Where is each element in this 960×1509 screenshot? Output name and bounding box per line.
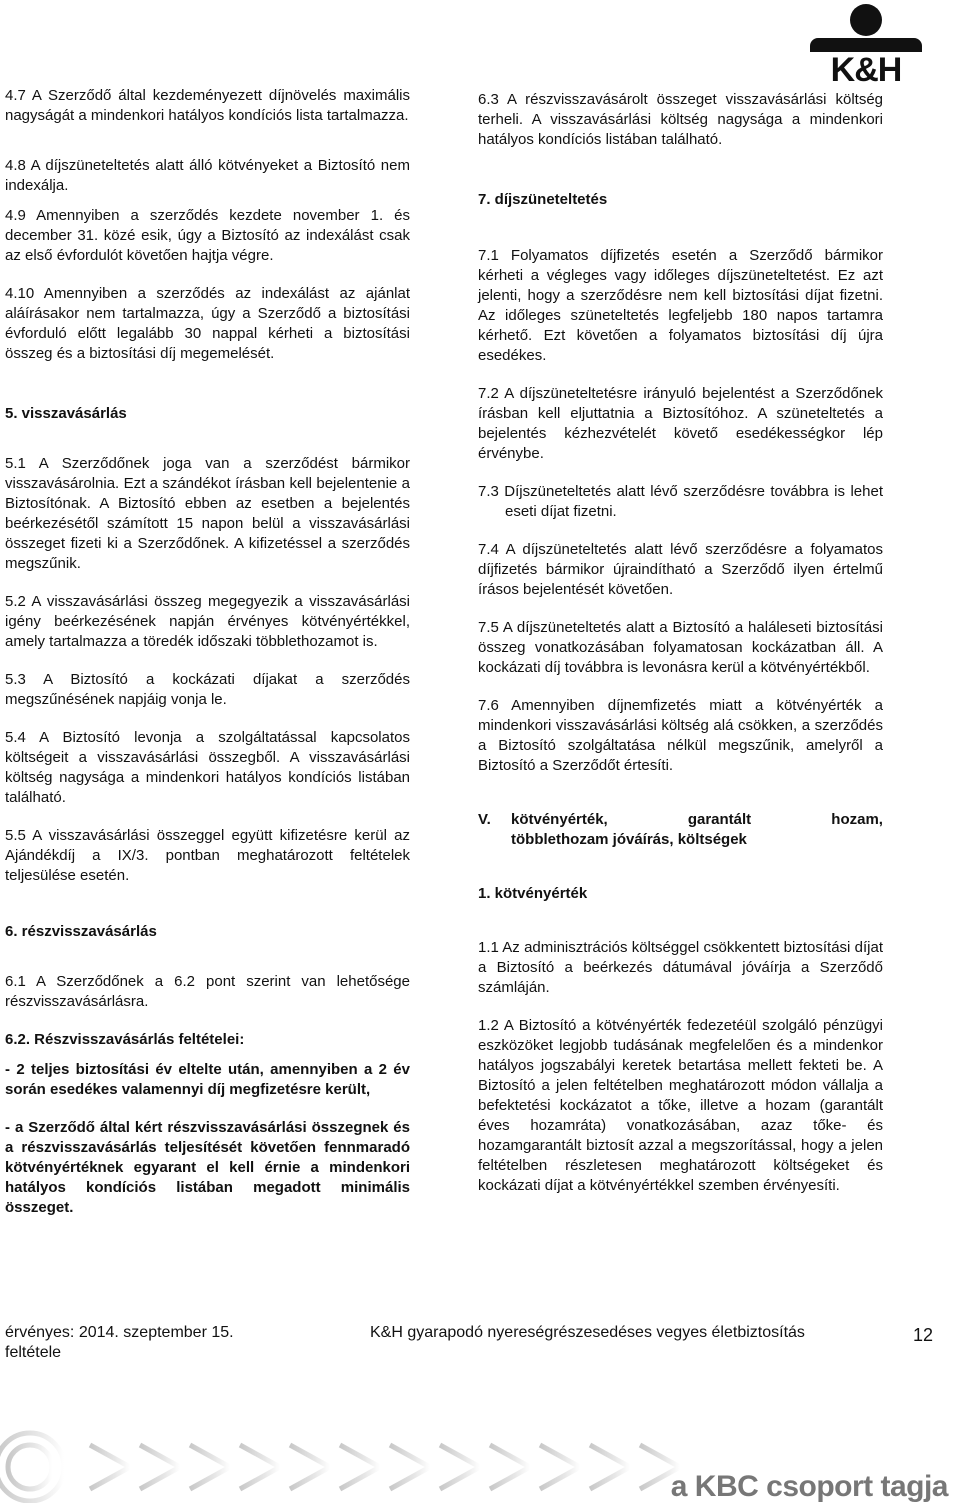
paragraph-5-5: 5.5 A visszavásárlási összeggel együtt kifizetésre kerül az Ajándékdíj a IX/3. pontban meghatározott feltételek teljesülése esetén. (5, 827, 410, 884)
paragraph-6-2-b: - a Szerződő által kért részvisszavásárlási összegnek és a részvisszavásárlás teljesítését követően fennmaradó kötvényértéknek egyarant el kell érnie a mindenkori hatályos kondíciós listában megadott minimális összeget. (5, 1119, 410, 1216)
paragraph-7-2: 7.2 A díjszüneteltetésre irányuló bejelentést a Szerződőnek írásban kell eljuttatnia a Biztosítóhoz. A szüneteltetés a bejelentés kézhezvételét követő esedékességkor lép érvénybe. (478, 385, 883, 462)
section-heading-5: 5. visszavásárlás (5, 405, 127, 422)
paragraph-7-3: 7.3 Díjszüneteltetés alatt lévő szerződésre továbbra is lehet eseti díjat fizetni. (478, 483, 883, 520)
paragraph-7-4: 7.4 A díjszüneteltetés alatt lévő szerződésre a folyamatos díjfizetés bármikor újraindítható a Szerződő ilyen értelmű írásos bejelentését követően. (478, 541, 883, 598)
paragraph-6-1: 6.1 A Szerződőnek a 6.2 pont szerint van lehetősége részvisszavásárlásra. (5, 973, 410, 1010)
section-heading-6: 6. részvisszavásárlás (5, 923, 157, 940)
page-number: 12 (913, 1325, 934, 1345)
footer-validity-label: feltétele (5, 1344, 62, 1361)
footer-decoration (0, 1375, 960, 1503)
section-heading-1: 1. kötvényérték (478, 885, 588, 902)
logo-mark-icon (850, 4, 882, 36)
paragraph-4-7: 4.7 A Szerződő által kezdeményezett díjnövelés maximális nagyságát a mindenkori hatályos kondíciós lista tartalmazza. (5, 87, 410, 124)
paragraph-4-10: 4.10 Amennyiben a szerződés az indexálást az ajánlat aláírásakor nem tartalmazza, úgy a Szerződő a biztosítási évforduló előtt legalább 30 nappal kérheti a biztosítási összeg és a biztosítási díj megemelését. (5, 285, 410, 362)
chapter-number: V. (478, 811, 491, 828)
paragraph-5-4: 5.4 A Biztosító levonja a szolgáltatással kapcsolatos költségeit a visszavásárlási összegből. A visszavásárlási költség nagysága a mindenkori hatályos kondíciós listában található. (5, 729, 410, 806)
footer-validity-date: érvényes: 2014. szeptember 15. (5, 1324, 234, 1341)
kbc-group-tagline: a KBC csoport tagja (670, 1470, 948, 1503)
paragraph-5-1: 5.1 A Szerződőnek joga van a szerződést bármikor visszavásárolnia. Ezt a szándékot írásban kell bejelentenie a Biztosítónak. A Biztosító ebben az esetben a bejelentés beérkezésétől számított 15 napon belül a visszavásárlási összeget fizeti ki a Szerződőnek. A kifizetéssel a szerződés megszűnik. (5, 455, 410, 572)
kh-logo (810, 4, 922, 88)
chapter-title-word-3: hozam, (831, 811, 883, 828)
chapter-heading-v (478, 810, 883, 850)
paragraph-7-1: 7.1 Folyamatos díjfizetés esetén a Szerződő bármikor kérheti a végleges vagy időleges díjszüneteltetést. Ez azt jelenti, hogy a szerződésre nem kell biztosítási díjat fizetni. Az időleges szüneteltetés legfeljebb 180 napos tartamra kérhető. Ezt követően a folyamatos biztosítási díj újra esedékes. (478, 247, 883, 364)
paragraph-5-2: 5.2 A visszavásárlási összeg megegyezik a visszavásárlási igény beérkezésének napján érvényes kötvényértékkel, amely tartalmazza a töredék időszaki többlethozamot is. (5, 593, 410, 650)
chapter-title-line-2: többlethozam jóváírás, költségek (511, 831, 747, 848)
paragraph-6-3: 6.3 A részvisszavásárolt összeget visszavásárlási költség terheli. A visszavásárlási költség nagysága a mindenkori hatályos kondíciós listában található. (478, 91, 883, 148)
logo-text: K&H (830, 51, 902, 89)
footer-product-name: K&H gyarapodó nyereségrészesedéses vegyes életbiztosítás (370, 1324, 805, 1341)
paragraph-6-2-a: - 2 teljes biztosítási év eltelte után, amennyiben a 2 év során esedékes valamennyi díj megfizetésre került, (5, 1061, 410, 1098)
paragraph-6-2-title: 6.2. Részvisszavásárlás feltételei: (5, 1031, 245, 1048)
paragraph-1-2: 1.2 A Biztosító a kötvényérték fedezetéül szolgáló pénzügyi eszközöket legjobb tudásának megfelelően és a mindenkor hatályos jogszabályi keretek betartása mellett fekteti be. A Biztosító a jelen feltételben meghatározott módon vállalja a befektetési kockázatot a tőke, illetve a hozam (garantált éves hozamráta) vonatkozásában, azaz tőke- és hozamgarantált biztosít azzal a megszorítással, hogy a jelen feltételben részletesen meghatározott költségeket és kockázati díjat a kötvényértékkel szemben érvényesíti. (478, 1017, 883, 1194)
section-heading-7: 7. díjszüneteltetés (478, 191, 608, 208)
chapter-title (511, 810, 883, 850)
paragraph-4-9: 4.9 Amennyiben a szerződés kezdete november 1. és december 31. közé esik, úgy a Biztosító az indexálást csak az első évfordulót követően hajtja végre. (5, 207, 410, 264)
chapter-title-word-2: garantált (687, 811, 752, 828)
paragraph-1-1: 1.1 Az adminisztrációs költséggel csökkentett biztosítási díjat a Biztosító a beérkezés dátumával jóváírja a Szerződő számláján. (478, 939, 883, 996)
footer-validity (5, 1323, 285, 1363)
paragraph-7-6: 7.6 Amennyiben díjnemfizetés miatt a kötvényérték a mindenkori visszavásárlási költség alá csökken, a szerződés a Biztosító szolgáltatása nélkül megszűnik, amelyről a Biztosító a Szerződőt értesíti. (478, 697, 883, 774)
paragraph-5-3: 5.3 A Biztosító a kockázati díjakat a szerződés megszűnésének napjáig vonja le. (5, 671, 410, 708)
left-column (5, 86, 410, 1228)
paragraph-4-8: 4.8 A díjszüneteltetés alatt álló kötvényeket a Biztosító nem indexálja. (5, 157, 410, 194)
chapter-title-word-1: kötvényérték, (511, 811, 608, 828)
right-column (478, 90, 883, 1206)
paragraph-7-5: 7.5 A díjszüneteltetés alatt a Biztosító a haláleseti biztosítási összeg vonatkozásában folyamatosan kockázatban áll. A kockázati díj továbbra is levonásra kerül a kötvényértékből. (478, 619, 883, 676)
